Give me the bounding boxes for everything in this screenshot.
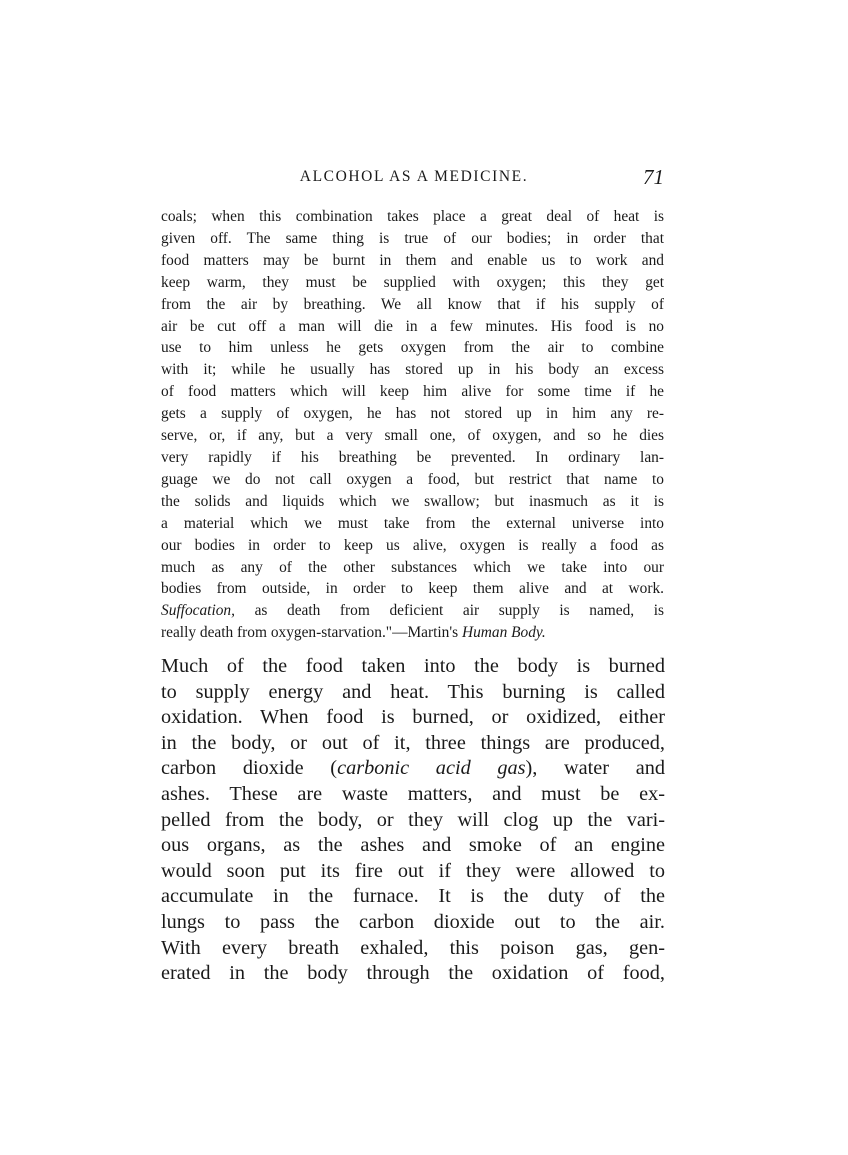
body-line: accumulate in the furnace. It is the duty of the [161, 885, 665, 908]
quote-line: much as any of the other substances which we take into our [161, 558, 664, 576]
suffocation-term: Suffocation, [161, 602, 235, 620]
quote-line: very rapidly if his breathing be prevented. In ordinary lan- [161, 448, 664, 466]
body-line: ous organs, as the ashes and smoke of an engine [161, 834, 665, 857]
quote-line: food matters may be burnt in them and enable us to work and [161, 251, 664, 269]
quote-line: guage we do not call oxygen a food, but restrict that name to [161, 470, 664, 488]
quote-line: the solids and liquids which we swallow; but inasmuch as it is [161, 492, 664, 510]
body-line: erated in the body through the oxidation of food, [161, 962, 665, 985]
body-line [161, 756, 665, 782]
quote-line [161, 600, 664, 622]
body-line: ashes. These are waste matters, and must be ex- [161, 782, 665, 805]
source-title: Human Body. [461, 624, 546, 642]
body-paragraph [161, 654, 665, 987]
body-line: With every breath exhaled, this poison gas, gen- [161, 936, 665, 959]
quote-line: given off. The same thing is true of our bodies; in order that [161, 229, 664, 247]
quote-line: serve, or, if any, but a very small one, of oxygen, and so he dies [161, 427, 664, 445]
quote-line: air be cut off a man will die in a few minutes. His food is no [161, 317, 664, 335]
carbonic-acid-term: carbonic acid gas [337, 757, 526, 780]
body-line: pelled from the body, or they will clog up the vari- [161, 808, 665, 831]
body-line: lungs to pass the carbon dioxide out to the air. [161, 910, 665, 933]
quote-line-text: as death from deficient air supply is named, is [234, 602, 664, 620]
quote-line: use to him unless he gets oxygen from the air to combine [161, 339, 664, 357]
body-line: Much of the food taken into the body is burned [161, 655, 665, 677]
body-line-text: carbon dioxide ( [161, 757, 338, 780]
body-line: oxidation. When food is burned, or oxidized, either [161, 706, 665, 729]
quote-line: bodies from outside, in order to keep them alive and at work. [161, 580, 664, 598]
quote-line: keep warm, they must be supplied with oxygen; this they get [161, 273, 664, 291]
page-header [160, 165, 668, 194]
body-line-text: ), water and [525, 757, 665, 780]
quote-line: our bodies in order to keep us alive, oxygen is really a food as [161, 536, 664, 554]
page-number: 71 [643, 165, 664, 189]
quote-line: gets a supply of oxygen, he has not stored up in him any re- [161, 405, 664, 423]
quote-line: of food matters which will keep him alive for some time if he [161, 383, 664, 401]
body-line: would soon put its fire out if they were allowed to [161, 859, 665, 882]
body-line: in the body, or out of it, three things are produced, [161, 731, 665, 754]
quote-line: from the air by breathing. We all know that if his supply of [161, 295, 664, 313]
running-title: ALCOHOL AS A MEDICINE. [299, 168, 529, 185]
quote-line: coals; when this combination takes place a great deal of heat is [161, 208, 664, 225]
quote-attribution-line [161, 622, 664, 644]
quote-line: with it; while he usually has stored up in his body an excess [161, 361, 664, 379]
body-line: to supply energy and heat. This burning is called [161, 680, 665, 703]
quoted-passage [161, 206, 664, 644]
quote-line: a material which we must take from the external universe into [161, 514, 664, 532]
quote-line-text: really death from oxygen-starvation."—Martin's [161, 624, 462, 642]
